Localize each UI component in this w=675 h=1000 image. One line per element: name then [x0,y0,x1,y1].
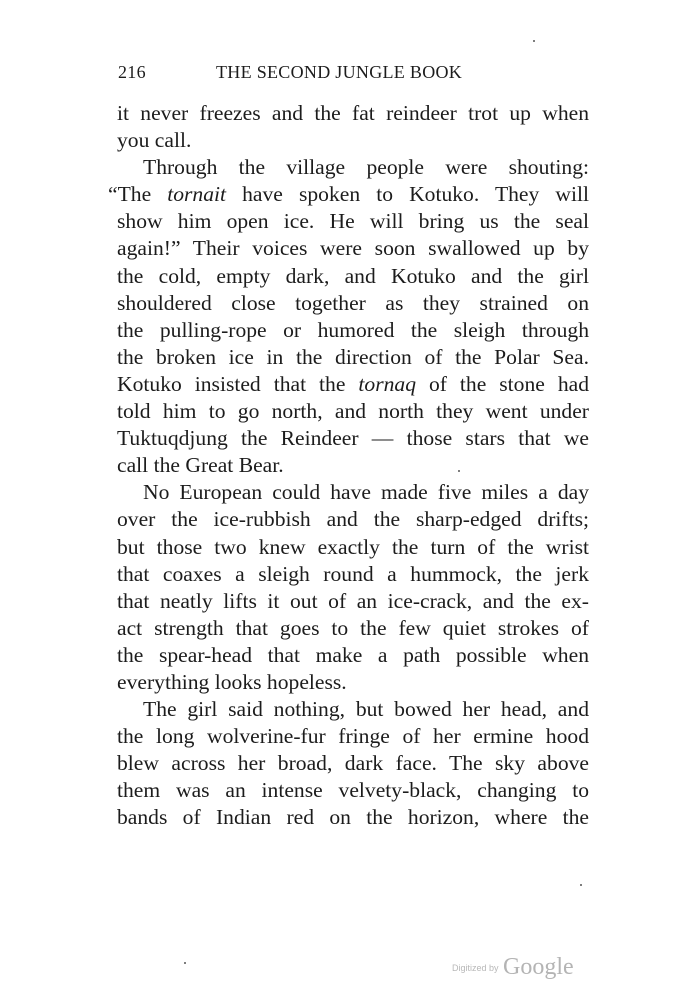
body-text [108,100,589,832]
text-line: over the ice-rubbish and the sharp-edged drifts; [117,507,589,532]
text-line: that neatly lifts it out of an ice-crack, and the ex- [117,588,589,613]
scan-speck [184,962,186,964]
text-line: again!” Their voices were soon swallowed up by [117,236,589,261]
text-line: show him open ice. He will bring us the seal [117,209,589,234]
text-line: shouldered close together as they strained on [117,290,589,315]
text-line: bands of Indian red on the horizon, where the [117,805,589,830]
scan-speck [533,40,535,42]
text-line: blew across her broad, dark face. The sky above [117,751,589,776]
text-line: that coaxes a sleigh round a hummock, the jerk [117,561,589,586]
paragraph-4 [117,696,589,831]
digitized-watermark [452,954,574,981]
text-line: Tuktuqdjung the Reindeer — those stars that we [117,426,589,451]
google-logo: Google [502,954,574,980]
text-line: told him to go north, and north they went under [117,399,589,424]
text-line: No European could have made five miles a day [143,480,589,505]
page-number: 216 [118,62,146,82]
text-line: “The tornait have spoken to Kotuko. They will [108,182,589,207]
text-line: the broken ice in the direction of the Polar Sea. [117,344,589,369]
scan-speck [580,884,582,886]
text-line: Kotuko insisted that the tornaq of the stone had [117,371,589,396]
text-line: the long wolverine-fur fringe of her ermine hood [117,724,589,749]
running-title: THE SECOND JUNGLE BOOK [216,62,463,82]
text-line: the pulling-rope or humored the sleigh through [117,317,589,342]
scan-speck [458,470,460,472]
text-line: but those two knew exactly the turn of the wrist [117,534,589,559]
text-line: act strength that goes to the few quiet strokes of [117,615,589,640]
text-line: it never freezes and the fat reindeer trot up when [117,101,589,125]
text-line: the spear-head that make a path possible when [117,642,589,667]
text-line: the cold, empty dark, and Kotuko and the girl [117,263,589,288]
text-line: The girl said nothing, but bowed her head, and [143,697,589,722]
paragraph-2 [108,154,589,479]
text-line: call the Great Bear. [117,453,284,478]
watermark-prefix: Digitized by [452,963,499,973]
text-line: you call. [117,128,192,153]
paragraph-3 [117,479,589,696]
paragraph-1 [117,100,589,154]
text-line: everything looks hopeless. [117,669,347,694]
page-header [118,62,590,88]
text-line: Through the village people were shouting: [143,155,589,180]
text-line: them was an intense velvety-black, changing to [117,778,589,803]
